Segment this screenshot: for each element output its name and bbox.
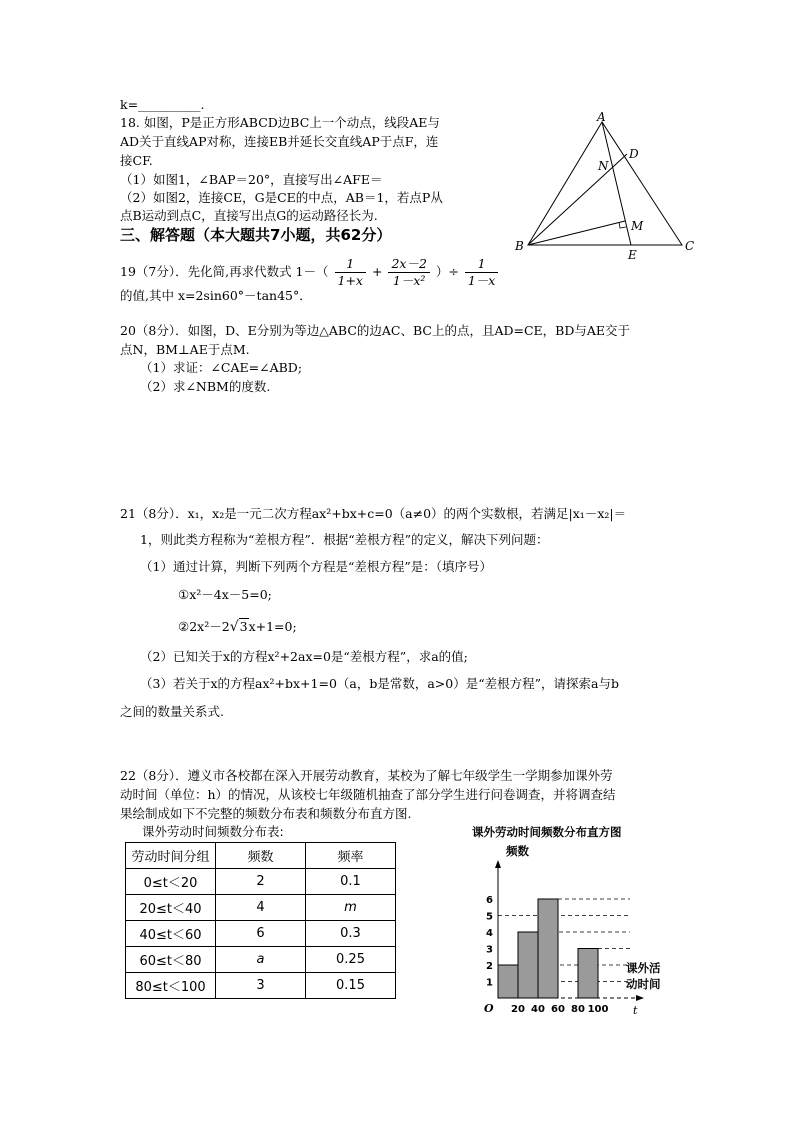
q22-line-1: 22（8分）．遵义市各校都在深入开展劳动教育，某校为了解七年级学生一学期参加课外劳 (120, 768, 613, 783)
q22-line-2: 动时间（单位：h）的情况，从该校七年级随机抽查了部分学生进行问卷调查，并将调查结 (120, 787, 616, 802)
x-tick-label: 80 (571, 1004, 585, 1015)
q19-fraction-3: $\frac{1}{1-x}$ (465, 256, 499, 289)
histogram-bar (498, 965, 518, 998)
q18-line-1: 18. 如图，P是正方形ABCD边BC上一个动点，线段AE与 (120, 115, 440, 130)
q21-line-6: （2）已知关于x的方程x²+2ax=0是“差根方程”，求a的值; (140, 649, 468, 664)
histogram-chart (470, 822, 680, 1022)
q18-line-4: （1）如图1，∠BAP＝20°，直接写出∠AFE＝ (120, 172, 383, 187)
segment-bm (528, 221, 625, 245)
label-c: C (685, 239, 695, 253)
label-e: E (628, 248, 637, 262)
origin-label: O (484, 1002, 494, 1015)
x-tick-label: 100 (587, 1004, 609, 1015)
q19-fraction-2: $\frac{2x-2}{\text{1－x²}}$ (388, 256, 429, 289)
q18-line-6: 点B运动到点C，直接写出点G的运动路径长为. (120, 208, 378, 223)
q18-line-2: AD关于直线AP对称，连接EB并延长交直线AP于点F，连 (120, 134, 439, 149)
freq-table-caption: 课外劳动时间频数分布表: (142, 824, 284, 839)
label-b: B (515, 239, 524, 253)
x-tick-label: 20 (511, 1004, 525, 1015)
x-side-label-2: 动时间 (626, 977, 661, 991)
table-row: 40≤t＜60 6 0.3 (126, 921, 396, 947)
section-3-heading: 三、解答题（本大题共7小题，共62分） (120, 226, 392, 244)
y-tick-label: 4 (486, 928, 493, 939)
x-axis-label: t (633, 1004, 638, 1017)
q19-line-2: 的值,其中 x=2sin60°－tan45°． (120, 288, 312, 303)
segment-bd (528, 154, 627, 245)
y-axis-label: 频数 (506, 844, 529, 858)
q21-equation-2: ②2x²－2√3x+1=0; (178, 619, 297, 635)
histogram-bar (578, 949, 598, 999)
y-tick-label: 1 (486, 977, 493, 989)
x-tick-label: 60 (551, 1004, 565, 1015)
q19-divide: ）÷ (435, 264, 459, 279)
q18-line-5: （2）如图2，连接CE，G是CE的中点，AB＝1，若点P从 (120, 190, 443, 205)
x-side-label-1: 课外活 (626, 961, 661, 975)
q19-prefix: 19（7分）．先化简,再求代数式 1－（ (120, 264, 329, 279)
q20-line-4: （2）求∠NBM的度数. (140, 379, 271, 394)
q21-line-1: 21（8分）．x₁，x₂是一元二次方程ax²+bx+c=0（a≠0）的两个实数根，若满足|x₁－x₂|＝ (120, 506, 627, 521)
table-header-row (126, 843, 396, 869)
q21-line-8: 之间的数量关系式. (120, 704, 224, 719)
header-rate: 频率 (306, 843, 396, 869)
segment-ae (602, 122, 631, 245)
triangle-figure (510, 112, 710, 262)
table-row: 60≤t＜80 a 0.25 (126, 947, 396, 973)
y-axis-arrow (495, 860, 501, 868)
right-angle-mark (619, 222, 626, 228)
header-group: 劳动时间分组 (126, 843, 216, 869)
label-n: N (598, 159, 609, 173)
q20-line-1: 20（8分）．如图，D、E分别为等边△ABC的边AC、BC上的点，且AD=CE，BD与AE交于 (120, 323, 631, 338)
q18-line-3: 接CF. (120, 153, 153, 168)
histogram-bar (518, 932, 538, 998)
q20-line-2: 点N，BM⊥AE于点M. (120, 342, 250, 357)
q21-line-7: （3）若关于x的方程ax²+bx+1=0（a，b是常数，a>0）是“差根方程”，请探索a与b (140, 676, 619, 691)
chart-title: 课外劳动时间频数分布直方图 (472, 825, 622, 839)
header-count: 频数 (216, 843, 306, 869)
x-tick-label: 40 (531, 1004, 545, 1015)
q17-answer-blank: k=__________. (120, 97, 205, 112)
table-row: 0≤t＜20 2 0.1 (126, 869, 396, 895)
q19-expression (120, 252, 500, 292)
label-d: D (629, 147, 639, 161)
y-tick-label: 3 (486, 944, 493, 956)
q19-plus: + (371, 264, 383, 279)
q19-fraction-1: $\frac{1}{1+x}$ (335, 256, 366, 289)
frequency-table (125, 842, 396, 999)
q22-line-3: 果绘制成如下不完整的频数分布表和频数分布直方图. (120, 806, 412, 821)
q21-line-2: 1，则此类方程称为“差根方程”．根据“差根方程”的定义，解决下列问题： (140, 532, 549, 547)
q21-equation-1: ①x²－4x－5=0; (178, 587, 272, 602)
label-m: M (631, 219, 644, 233)
table-row: 80≤t＜100 3 0.15 (126, 973, 396, 999)
q20-line-3: （1）求证：∠CAE=∠ABD; (140, 360, 303, 375)
label-a: A (597, 112, 606, 124)
table-row: 20≤t＜40 4 m (126, 895, 396, 921)
y-tick-label: 6 (486, 895, 493, 906)
q21-line-3: （1）通过计算，判断下列两个方程是“差根方程”是：（填序号） (140, 559, 492, 574)
y-tick-label: 2 (486, 961, 493, 972)
x-axis-arrow (636, 995, 644, 1001)
y-tick-label: 5 (486, 911, 493, 923)
histogram-bar (538, 899, 558, 998)
